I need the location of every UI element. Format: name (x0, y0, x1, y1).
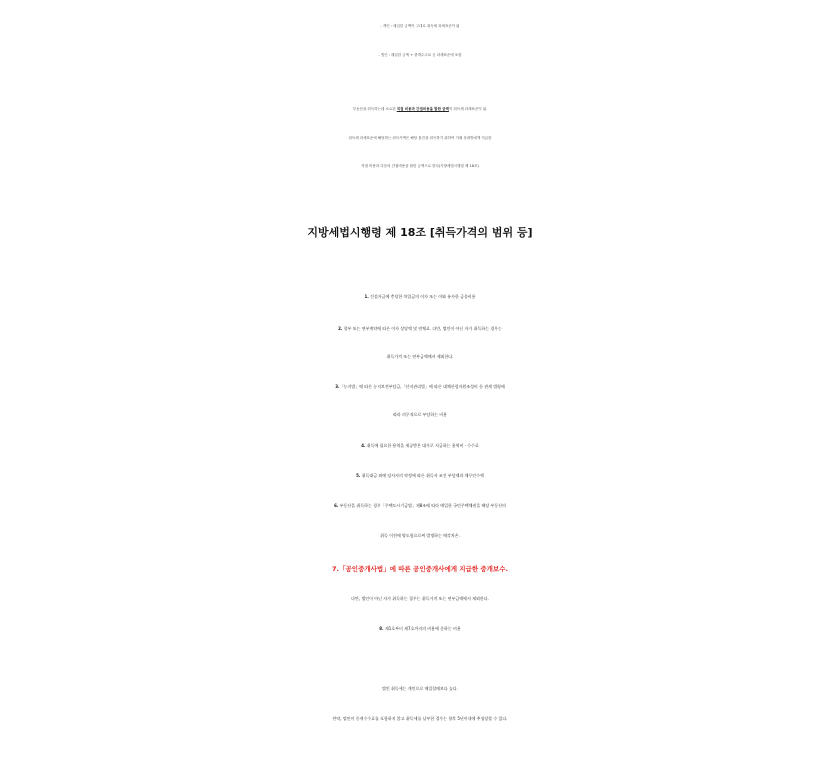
list-item-8 (0, 626, 840, 632)
item-text: 취득에 필요한 용역을 제공받은 대가로 지급하는 용역비ㆍ수수료 (365, 443, 479, 448)
item-number: 6. (334, 503, 339, 508)
list-item-5 (0, 473, 840, 479)
summary-corporation: - 법인 : 매입한 금액 + 중개수수료 등 과세표준에 포함 (378, 53, 462, 57)
list-item-3-continued: 따라 의무적으로 부담하는 비용 (392, 412, 448, 417)
item-text: 제1호부터 제7호까지의 비용에 준하는 비용 (383, 626, 461, 631)
intro-text-before: 부동산을 취득하는데 소요된 (352, 107, 397, 111)
item-number: 1. (364, 294, 369, 299)
intro-line-3: 직접 비용과 다음의 간접비용을 합한 금액으로 한다(지방세법시행령 제 18조) (361, 164, 479, 168)
item-number: 2. (338, 326, 343, 331)
intro-emphasis: 직접 비용과 간접비용을 합한 금액 (396, 107, 449, 111)
item-number: 5. (356, 473, 361, 478)
list-item-6-continued: 취득 이전에 양도함으로써 발생하는 매각차손. (380, 533, 460, 538)
list-item-7-highlight: 7.「공인중개사법」에 따른 공인중개사에게 지급한 중개보수. (332, 565, 508, 573)
closing-line-2: 만약, 법인이 중개수수료를 포함하지 않고 취득세를 납부한 경우는 향후 5년이내에 추징당할 수 있다. (332, 716, 508, 721)
list-item-2 (0, 326, 840, 332)
intro-text-after: 이 취득세 과세표준이 됨. (448, 107, 488, 111)
item-number: 4. (361, 443, 366, 448)
list-item-4 (0, 443, 840, 449)
list-item-1 (0, 294, 840, 300)
intro-line-2: 취득세 과세표준에 해당하는 취득가액은 해당 물건을 취득하기 위하여 거래 상대방에게 지급한 (348, 136, 492, 140)
closing-line-1: 법인 취득세는 개인으로 매입할때보다 높다. (382, 686, 458, 691)
item-text: 취득대금 외에 당사자의 약정에 따른 취득자 조건 부담액과 채무인수액 (360, 473, 484, 478)
item-text: 건설자금에 충당한 차입금의 이자 또는 이와 유사한 금융비용 (368, 294, 476, 299)
summary-individual: - 개인 : 매입한 금액이 그대로 취득세 과세표준이 됨 (380, 24, 460, 28)
list-item-7-continued: 다만, 법인이 아닌 자가 취득하는 경우는 취득가격 또는 연부금액에서 제외한다. (351, 596, 489, 601)
list-item-6 (0, 503, 840, 509)
item-text: 할부 또는 연부계약에 따른 이자 상당액 및 연체료. 다만, 법인이 아닌 자가 취득하는 경우는 (342, 326, 502, 331)
intro-line-1 (0, 107, 840, 112)
item-number: 3. (335, 384, 340, 389)
item-text: 부동산을 취득하는 경우「주택도시기금법」제8조에 따라 매입한 국민주택채권을 해당 부동산의 (338, 503, 506, 508)
page-title: 지방세법시행령 제 18조 [취득가격의 범위 등] (307, 226, 533, 239)
item-number: 8. (379, 626, 384, 631)
item-text: 「농지법」에 따른 농지보전부담금,「산지관리법」에 따른 대체산림자원조성비 등 관계 법령에 (339, 384, 505, 389)
list-item-3 (0, 384, 840, 390)
list-item-2-continued: 취득가격 또는 연부금액에서 제외한다. (386, 354, 454, 359)
